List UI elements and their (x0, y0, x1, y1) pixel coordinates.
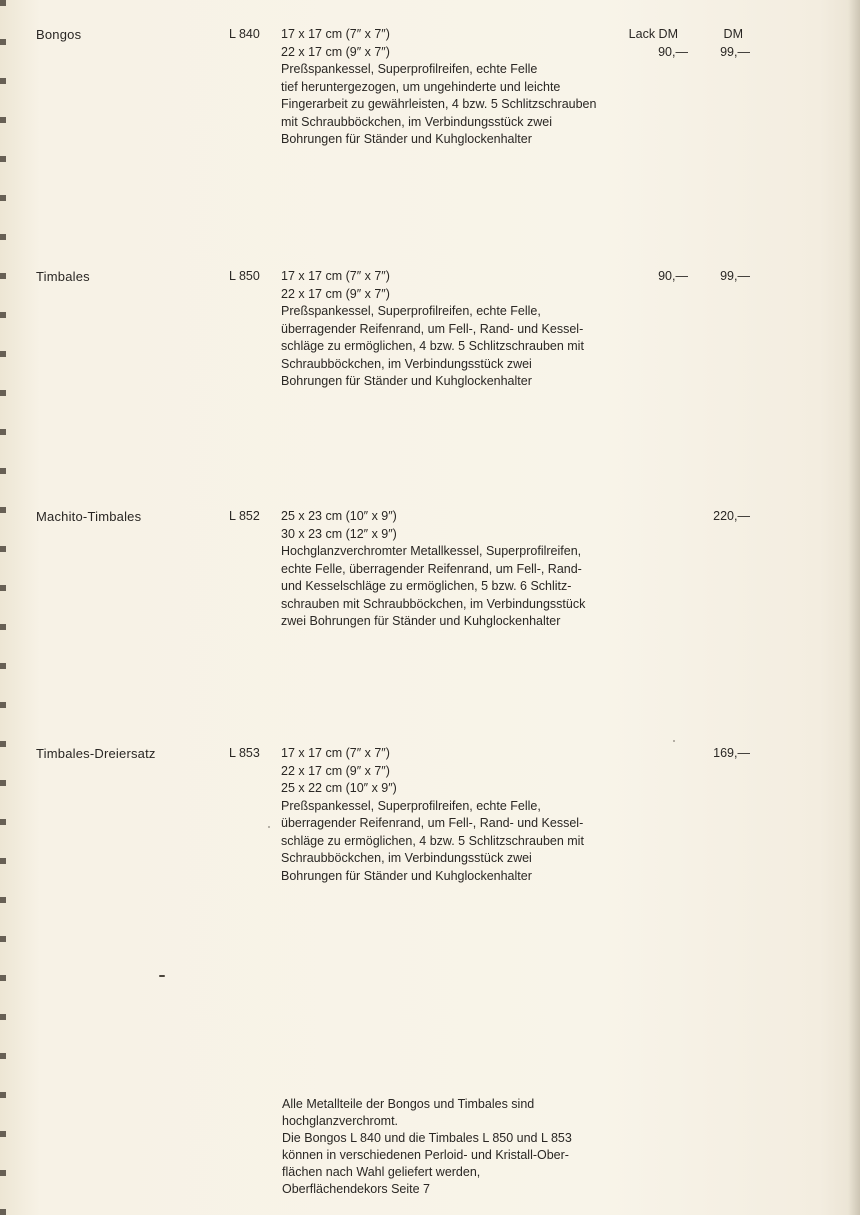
description-line: und Kesselschläge zu ermöglichen, 5 bzw. 6 Schlitz- (281, 579, 572, 593)
footnote-line: flächen nach Wahl geliefert werden, (282, 1165, 481, 1179)
product-code: L 853 (229, 746, 260, 760)
product-description (281, 268, 641, 391)
description-line: 22 x 17 cm (9″ x 7″) (281, 44, 390, 59)
description-line: schläge zu ermöglichen, 4 bzw. 5 Schlitzschrauben mit (281, 833, 584, 848)
spiral-binding (0, 0, 6, 1215)
description-line: überragender Reifenrand, um Fell-, Rand- und Kessel- (281, 321, 584, 336)
price-dm: 99,— (720, 44, 750, 59)
product-name: Machito-Timbales (36, 509, 142, 524)
description-line: 17 x 17 cm (7″ x 7″) (281, 269, 390, 283)
description-line: Hochglanzverchromter Metallkessel, Superprofilreifen, (281, 544, 582, 558)
header-lack-dm: Lack DM (628, 27, 678, 41)
footnote (282, 1096, 642, 1198)
print-speck (159, 975, 165, 977)
description-line: überragender Reifenrand, um Fell-, Rand- und Kessel- (281, 816, 584, 830)
product-name: Bongos (36, 27, 82, 42)
product-code: L 840 (229, 27, 260, 41)
description-line: 30 x 23 cm (12″ x 9″) (281, 526, 397, 541)
description-line: Preßspankessel, Superprofilreifen, echte Felle, (281, 798, 541, 813)
footnote-line: Alle Metallteile der Bongos und Timbales sind (282, 1097, 535, 1111)
product-name: Timbales (36, 269, 90, 284)
description-line: 22 x 17 cm (9″ x 7″) (281, 763, 390, 778)
description-line: tief heruntergezogen, um ungehinderte und leichte (281, 79, 561, 94)
header-dm: DM (723, 27, 743, 41)
description-line: Bohrungen für Ständer und Kuhglockenhalter (281, 374, 532, 388)
product-code: L 852 (229, 509, 260, 523)
description-line: Schraubböckchen, im Verbindungsstück zwei (281, 851, 532, 865)
price-dm: 169,— (713, 746, 750, 760)
description-line: 17 x 17 cm (7″ x 7″) (281, 27, 390, 41)
footnote-line: Die Bongos L 840 und die Timbales L 850 und L 853 (282, 1131, 572, 1145)
product-name: Timbales-Dreiersatz (36, 746, 156, 761)
description-line: 22 x 17 cm (9″ x 7″) (281, 286, 390, 301)
price-lack: 90,— (658, 269, 688, 283)
description-line: Preßspankessel, Superprofilreifen, echte Felle, (281, 304, 541, 318)
product-description (281, 745, 641, 885)
footnote-line: Oberflächendekors Seite 7 (282, 1182, 431, 1196)
description-line: Schraubböckchen, im Verbindungsstück zwei (281, 356, 532, 371)
description-line: schrauben mit Schraubböckchen, im Verbindungsstück (281, 596, 586, 611)
price-dm: 99,— (720, 269, 750, 283)
price-lack: 90,— (658, 44, 688, 59)
print-speck (673, 740, 675, 742)
description-line: Bohrungen für Ständer und Kuhglockenhalter (281, 868, 532, 883)
description-line: schläge zu ermöglichen, 4 bzw. 5 Schlitzschrauben mit (281, 339, 584, 353)
footnote-line: können in verschiedenen Perloid- und Kristall-Ober- (282, 1148, 569, 1162)
description-line: zwei Bohrungen für Ständer und Kuhglockenhalter (281, 614, 561, 628)
description-line: Bohrungen für Ständer und Kuhglockenhalter (281, 132, 532, 146)
page-edge-shadow (848, 0, 860, 1215)
product-description (281, 508, 641, 631)
description-line: Fingerarbeit zu gewährleisten, 4 bzw. 5 Schlitzschrauben (281, 97, 597, 111)
description-line: echte Felle, überragender Reifenrand, um Fell-, Rand- (281, 561, 582, 576)
description-line: mit Schraubböckchen, im Verbindungsstück zwei (281, 114, 552, 129)
product-code: L 850 (229, 269, 260, 283)
price-dm: 220,— (713, 509, 750, 523)
print-speck (268, 826, 270, 828)
description-line: 17 x 17 cm (7″ x 7″) (281, 746, 390, 760)
description-line: 25 x 23 cm (10″ x 9″) (281, 509, 397, 523)
description-line: 25 x 22 cm (10″ x 9″) (281, 781, 397, 795)
description-line: Preßspankessel, Superprofilreifen, echte Felle (281, 62, 538, 76)
product-description (281, 26, 641, 149)
footnote-line: hochglanzverchromt. (282, 1114, 399, 1128)
